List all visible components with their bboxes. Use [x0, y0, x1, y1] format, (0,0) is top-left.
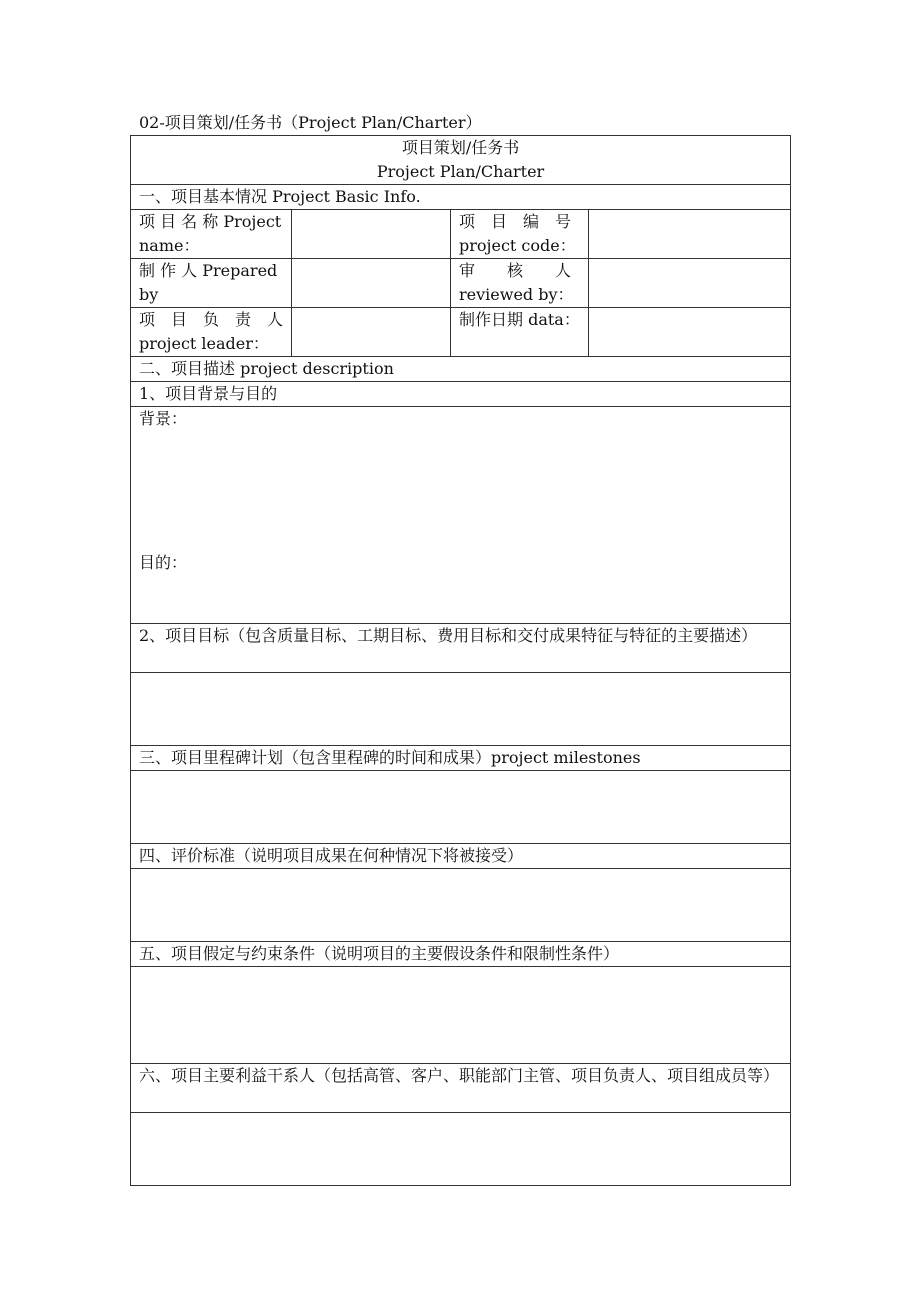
project-name-row — [131, 210, 791, 259]
form-title-en: Project Plan/Charter — [376, 162, 545, 181]
objectives-title-row — [131, 624, 791, 673]
reviewed-by-label-cn: 审 核 人 — [459, 261, 572, 280]
assumptions-row — [131, 967, 791, 1064]
background-label: 背景： — [139, 409, 188, 428]
prepared-by-label-en: by — [139, 285, 159, 304]
stakeholders-area[interactable] — [131, 1113, 791, 1186]
criteria-area[interactable] — [131, 869, 791, 942]
project-name-label — [131, 210, 292, 259]
project-code-label-en: project code： — [459, 236, 576, 255]
background-purpose-title-row — [131, 382, 791, 407]
project-name-label-en: name： — [139, 236, 200, 255]
objectives-title: 2、项目目标（包含质量目标、工期目标、费用目标和交付成果特征与特征的主要描述） — [131, 624, 791, 673]
section5-title-row — [131, 942, 791, 967]
milestones-row — [131, 771, 791, 844]
reviewed-by-label — [451, 259, 589, 308]
milestones-area[interactable] — [131, 771, 791, 844]
project-charter-form — [130, 135, 791, 1186]
prepared-by-label-cn: 制 作 人 Prepared — [139, 261, 278, 280]
reviewed-by-value[interactable] — [589, 259, 791, 308]
prepared-row — [131, 259, 791, 308]
form-header-row — [131, 136, 791, 185]
section1-title-row — [131, 185, 791, 210]
purpose-label: 目的： — [139, 553, 188, 572]
leader-row — [131, 308, 791, 357]
stakeholders-row — [131, 1113, 791, 1186]
section1-title: 一、项目基本情况 Project Basic Info. — [131, 185, 791, 210]
project-leader-label — [131, 308, 292, 357]
background-purpose-title: 1、项目背景与目的 — [131, 382, 791, 407]
section5-title: 五、项目假定与约束条件（说明项目的主要假设条件和限制性条件） — [131, 942, 791, 967]
date-value[interactable] — [589, 308, 791, 357]
project-leader-label-en: project leader： — [139, 334, 269, 353]
assumptions-area[interactable] — [131, 967, 791, 1064]
objectives-row — [131, 673, 791, 746]
project-code-label — [451, 210, 589, 259]
form-title-cn: 项目策划/任务书 — [401, 138, 520, 157]
prepared-by-value[interactable] — [292, 259, 451, 308]
project-code-value[interactable] — [589, 210, 791, 259]
date-label: 制作日期 data： — [451, 308, 589, 357]
section6-title: 六、项目主要利益干系人（包括高管、客户、职能部门主管、项目负责人、项目组成员等） — [131, 1064, 791, 1113]
document-title: 02-项目策划/任务书（Project Plan/Charter） — [139, 113, 482, 132]
section4-title-row — [131, 844, 791, 869]
background-purpose-row — [131, 407, 791, 624]
project-name-value[interactable] — [292, 210, 451, 259]
project-name-label-cn: 项 目 名 称 Project — [139, 212, 282, 231]
objectives-area[interactable] — [131, 673, 791, 746]
project-code-label-cn: 项 目 编 号 — [459, 212, 572, 231]
project-leader-label-cn: 项 目 负 责 人 — [139, 310, 284, 329]
prepared-by-label — [131, 259, 292, 308]
form-header — [131, 136, 791, 185]
section4-title: 四、评价标准（说明项目成果在何种情况下将被接受） — [131, 844, 791, 869]
section2-title: 二、项目描述 project description — [131, 357, 791, 382]
background-purpose-area[interactable] — [131, 407, 791, 624]
section3-title: 三、项目里程碑计划（包含里程碑的时间和成果）project milestones — [131, 746, 791, 771]
section6-title-row — [131, 1064, 791, 1113]
criteria-row — [131, 869, 791, 942]
project-leader-value[interactable] — [292, 308, 451, 357]
section2-title-row — [131, 357, 791, 382]
section3-title-row — [131, 746, 791, 771]
reviewed-by-label-en: reviewed by： — [459, 285, 574, 304]
